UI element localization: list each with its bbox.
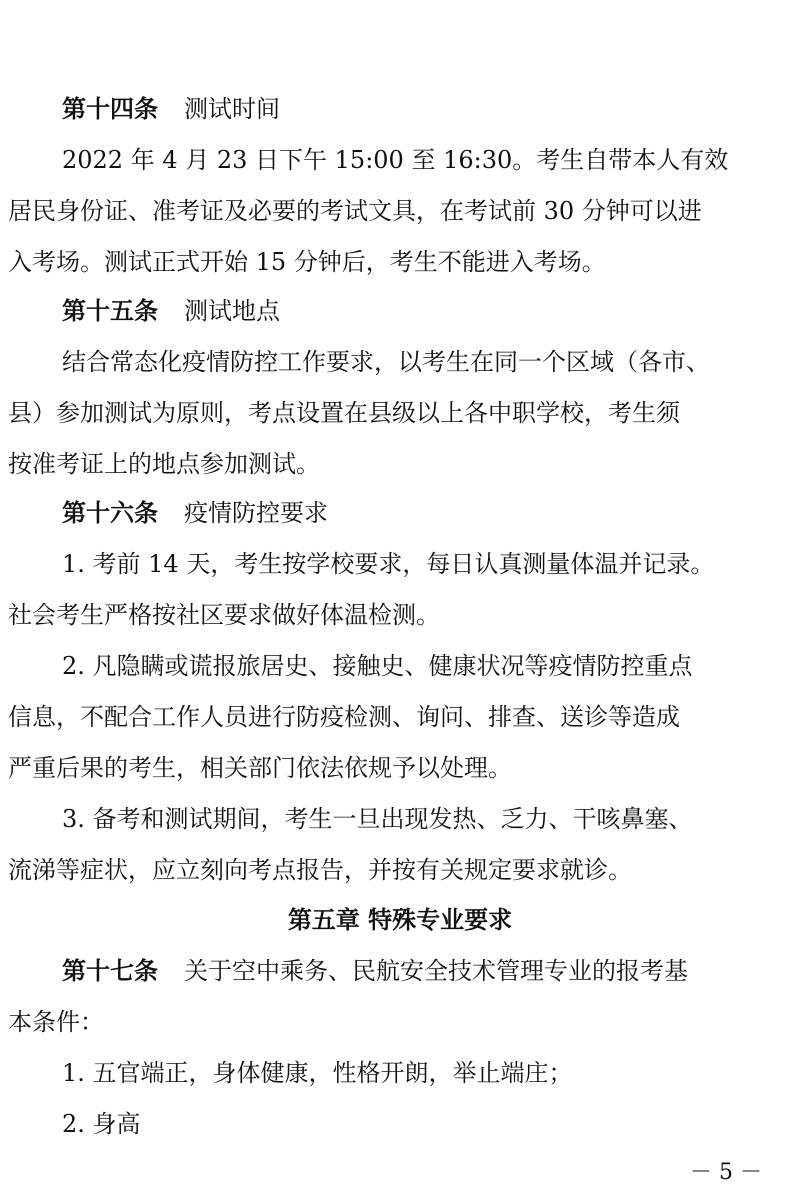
article-17-line-2: 本条件： <box>8 1008 104 1036</box>
article-15-heading: 第十五条 <box>62 297 158 325</box>
article-14-line-1: 2022 年 4 月 23 日下午 15:00 至 16:30。考生自带本人有效 <box>62 146 729 174</box>
page-number: － 5 － <box>690 1160 762 1185</box>
article-14-title: 测试时间 <box>184 95 280 123</box>
article-14-heading: 第十四条 <box>62 95 158 123</box>
article-16-item-1-line-1: 1. 考前 14 天，考生按学校要求，每日认真测量体温并记录。 <box>62 550 715 578</box>
article-16-title: 疫情防控要求 <box>184 499 328 527</box>
article-16-item-2-line-2: 信息，不配合工作人员进行防疫检测、询问、排查、送诊等造成 <box>8 703 680 731</box>
article-17-title: 关于空中乘务、民航安全技术管理专业的报考基 <box>184 957 688 985</box>
article-16-item-2-line-1: 2. 凡隐瞒或谎报旅居史、接触史、健康状况等疫情防控重点 <box>62 652 693 680</box>
article-17-item-1: 1. 五官端正，身体健康，性格开朗，举止端庄； <box>62 1059 573 1087</box>
article-16-heading: 第十六条 <box>62 499 158 527</box>
article-14-line-3: 入考场。测试正式开始 15 分钟后，考生不能进入考场。 <box>8 248 606 276</box>
article-15-heading-line <box>62 295 800 327</box>
article-17-heading: 第十七条 <box>62 957 158 985</box>
article-16-heading-line <box>62 497 800 529</box>
article-16-item-2-line-3: 严重后果的考生，相关部门依法依规予以处理。 <box>8 754 512 782</box>
article-15-title: 测试地点 <box>184 297 280 325</box>
article-16-item-1-line-2: 社会考生严格按社区要求做好体温检测。 <box>8 601 440 629</box>
article-15-line-3: 按准考证上的地点参加测试。 <box>8 450 320 478</box>
article-17-heading-line <box>62 955 800 987</box>
article-16-item-3-line-2: 流涕等症状，应立刻向考点报告，并按有关规定要求就诊。 <box>8 856 632 884</box>
article-14-line-2: 居民身份证、准考证及必要的考试文具，在考试前 30 分钟可以进 <box>8 197 702 225</box>
article-15-line-1: 结合常态化疫情防控工作要求，以考生在同一个区域（各市、 <box>62 348 710 376</box>
chapter-5-title: 第五章 特殊专业要求 <box>287 906 513 934</box>
article-15-line-2: 县）参加测试为原则，考点设置在县级以上各中职学校，考生须 <box>8 399 680 427</box>
article-16-item-3-line-1: 3. 备考和测试期间，考生一旦出现发热、乏力、干咳鼻塞、 <box>62 805 693 833</box>
article-17-item-2: 2. 身高 <box>62 1110 141 1138</box>
article-14-heading-line <box>62 93 800 125</box>
